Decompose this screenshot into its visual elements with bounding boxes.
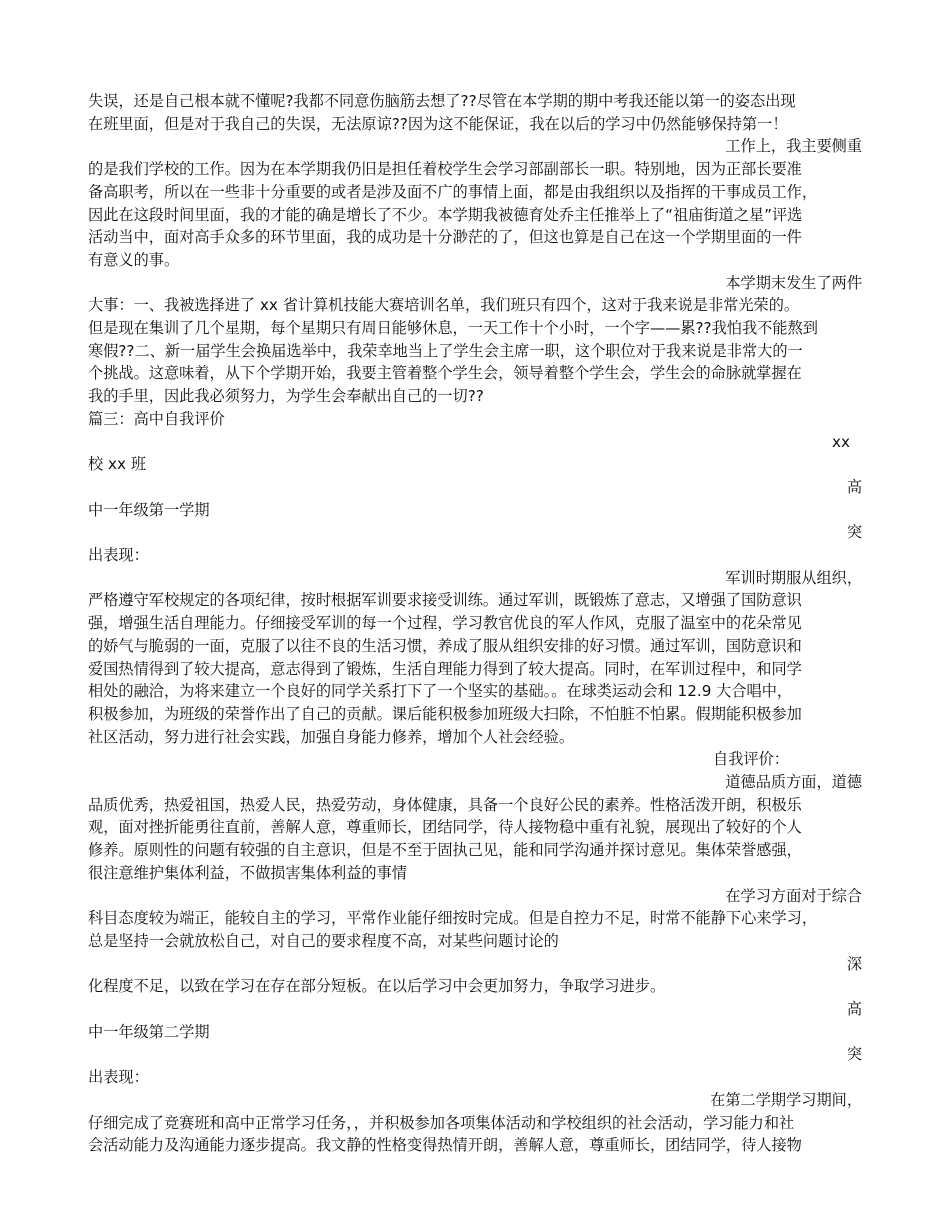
text-line: 我的手里，因此我必须努力，为学生会奉献出自己的一切?? <box>88 387 484 406</box>
text-line: 品质优秀，热爱祖国，热爱人民，热爱劳动，身体健康，具备一个良好公民的素养。性格活泼开朗，积极乐 <box>88 795 802 814</box>
text-line: 有意义的事。 <box>88 250 180 269</box>
text-line: 失误，还是自己根本就不懂呢?我都不同意伤脑筋去想了??尽管在本学期的期中考我还能以第一的姿态出现 <box>88 92 796 110</box>
text-line: 本学期末发生了两件 <box>725 273 862 292</box>
text-line: 科目态度较为端正，能较自主的学习，平常作业能仔细按时完成。但是自控力不足，时常不能静下心来学习， <box>88 909 817 928</box>
text-line: 在第二学期学习期间， <box>710 1090 862 1109</box>
text-line: 寒假??二、新一届学生会换届选举中，我荣幸地当上了学生会主席一职，这个职位对于我来说是非常大的一 <box>88 341 803 360</box>
text-line: 出表现： <box>88 1068 149 1087</box>
text-line: 篇三：高中自我评价 <box>88 409 225 428</box>
text-line: 仔细完成了竞赛班和高中正常学习任务，，并积极参加各项集体活动和学校组织的社会活动，学习能力和社 <box>88 1113 795 1132</box>
text-line: 严格遵守军校规定的各项纪律，按时根据军训要求接受训练。通过军训，既锻炼了意志，又增强了国防意识 <box>88 591 802 610</box>
text-line: 的娇气与脆弱的一面，克服了以往不良的生活习惯，养成了服从组织安排的好习惯。通过军训，国防意识和 <box>88 636 802 655</box>
text-line: 相处的融洽，为将来建立一个良好的同学关系打下了一个坚实的基础。。在球类运动会和 12.9 大合唱中， <box>88 682 793 701</box>
text-line: 中一年级第一学期 <box>88 500 210 519</box>
text-line: 高 <box>846 1000 862 1018</box>
text-line: 校 xx 班 <box>88 455 147 474</box>
text-line: 在班里面，但是对于我自己的失误，无法原谅??因为这不能保证，我在以后的学习中仍然能够保持第一！ <box>88 114 788 133</box>
text-line: 活动当中，面对高手众多的环节里面，我的成功是十分渺茫的了，但这也算是自己在这一个学期里面的一件 <box>88 228 802 247</box>
text-line: 突 <box>846 523 862 542</box>
text-line: 备高职考，所以在一些非十分重要的或者是涉及面不广的事情上面，都是由我组织以及指挥的干事成员工作， <box>88 182 817 201</box>
text-line: 大事：一、我被选择进了 xx 省计算机技能大赛培训名单，我们班只有四个，这对于我来说是非常光荣的。 <box>88 296 800 315</box>
text-line: 突 <box>846 1045 862 1064</box>
text-line: 修养。原则性的问题有较强的自主意识，但是不至于固执己见，能和同学沟通并探讨意见。集体荣誉感强， <box>88 841 802 860</box>
text-line: 个挑战。这意味着，从下个学期开始，我要主管着整个学生会，领导着整个学生会，学生会的命脉就掌握在 <box>88 364 802 383</box>
text-line: 工作上，我主要侧重 <box>725 137 862 156</box>
text-line: 军训时期服从组织， <box>725 568 862 587</box>
text-line: 爱国热情得到了较大提高，意志得到了锻炼，生活自理能力得到了较大提高。同时，在军训过程中，和同学 <box>88 659 802 678</box>
text-line: 会活动能力及沟通能力逐步提高。我文静的性格变得热情开朗，善解人意，尊重师长，团结同学，待人接物 <box>88 1136 802 1155</box>
text-line: 自我评价： <box>713 750 789 769</box>
text-line: 因此在这段时间里面，我的才能的确是增长了不少。本学期我被德育处乔主任推举上了“祖庙街道之星”评选 <box>88 205 803 224</box>
text-line: 中一年级第二学期 <box>88 1022 210 1041</box>
text-line: 化程度不足，以致在学习在存在部分短板。在以后学习中会更加努力，争取学习进步。 <box>88 977 666 996</box>
text-line: 的是我们学校的工作。因为在本学期我仍旧是担任着校学生会学习部副部长一职。特别地，因为正部长要准 <box>88 160 802 179</box>
text-line: 积极参加，为班级的荣誉作出了自己的贡献。课后能积极参加班级大扫除，不怕脏不怕累。假期能积极参加 <box>88 704 802 723</box>
text-line: xx <box>832 432 850 451</box>
text-line: 高 <box>846 477 862 496</box>
text-line: 在学习方面对于综合 <box>725 886 862 905</box>
text-line: 但是现在集训了几个星期，每个星期只有周日能够休息，一天工作十个小时，一个字——累??我怕我不能熬到 <box>88 319 818 337</box>
text-line: 社区活动，努力进行社会实践，加强自身能力修养，增加个人社会经验。 <box>88 727 574 746</box>
text-line: 强，增强生活自理能力。仔细接受军训的每一个过程，学习教官优良的军人作风，克服了温室中的花朵常见 <box>88 614 802 633</box>
text-line: 出表现： <box>88 546 149 564</box>
text-line: 总是坚持一会就放松自己，对自己的要求程度不高，对某些问题讨论的 <box>88 931 559 950</box>
text-line: 道德品质方面，道德 <box>725 773 862 791</box>
text-line: 很注意维护集体利益，不做损害集体利益的事情 <box>88 863 407 882</box>
text-line: 观，面对挫折能勇往直前，善解人意，尊重师长，团结同学，待人接物稳中重有礼貌，展现出了较好的个人 <box>88 818 802 837</box>
text-line: 深 <box>846 954 862 973</box>
